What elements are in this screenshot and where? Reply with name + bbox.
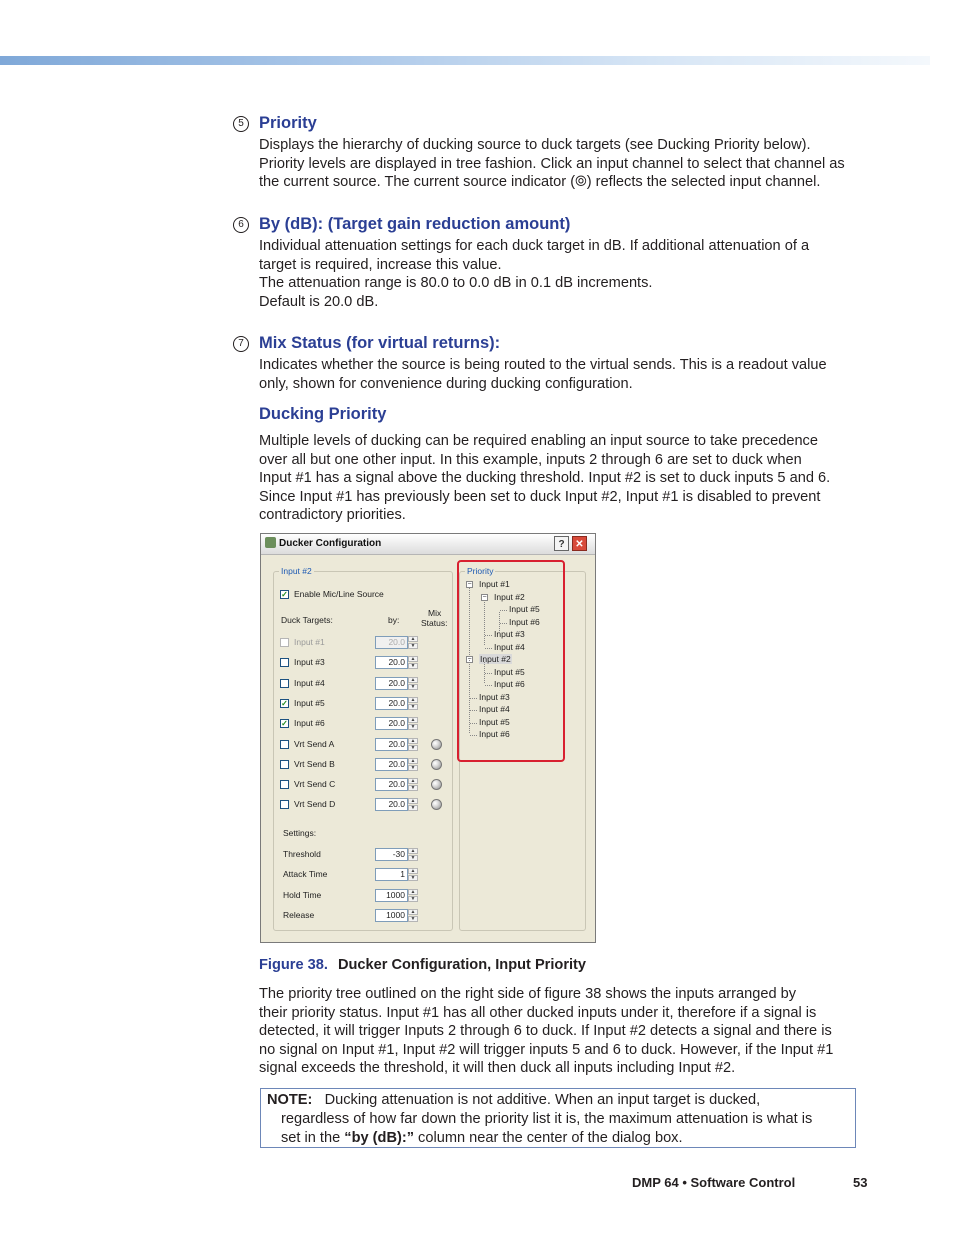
text-line: Displays the hierarchy of ducking source to duck targets (see Ducking Priority below). <box>259 137 811 153</box>
spin-up-icon[interactable]: ▲ <box>408 738 418 744</box>
spin-down-icon[interactable]: ▼ <box>408 785 418 791</box>
text-line: Since Input #1 has previously been set to duck Input #2, Input #1 is disabled to prevent <box>259 488 821 505</box>
text-line: over all but one other input. In this example, inputs 2 through 6 are set to duck when <box>259 451 802 468</box>
spin-down-icon[interactable]: ▼ <box>408 765 418 771</box>
note-emphasis: “by (dB):” <box>344 1130 414 1146</box>
setting-spinner[interactable] <box>375 848 418 861</box>
spin-down-icon[interactable]: ▼ <box>408 704 418 710</box>
header-band <box>0 56 930 65</box>
text-line: The attenuation range is 80.0 to 0.0 dB in 0.1 dB increments. <box>259 275 653 292</box>
spin-down-icon[interactable]: ▼ <box>408 643 418 649</box>
callout-number-7: 7 <box>233 336 249 352</box>
spinner-value[interactable]: -30 <box>375 848 408 861</box>
duck-target-checkbox[interactable] <box>280 679 289 688</box>
duck-target-label: Vrt Send C <box>294 779 336 790</box>
text-line: their priority status. Input #1 has all other ducked inputs under it, therefore if a signal is <box>259 1004 817 1021</box>
duck-target-checkbox[interactable] <box>280 760 289 769</box>
spinner-value[interactable]: 20.0 <box>375 798 408 811</box>
status-label: Status: <box>421 618 448 628</box>
spin-up-icon[interactable]: ▲ <box>408 909 418 915</box>
spin-down-icon[interactable]: ▼ <box>408 916 418 922</box>
note-box <box>260 1088 856 1148</box>
text-line: Default is 20.0 dB. <box>259 293 379 310</box>
tree-item[interactable]: Input #3 <box>494 629 525 639</box>
spinner-value[interactable]: 1000 <box>375 889 408 902</box>
spin-up-icon[interactable]: ▲ <box>408 656 418 662</box>
text-line: no signal on Input #1, Input #2 will trigger inputs 5 and 6 to duck. However, if the Input #1 <box>259 1041 834 1058</box>
section-heading-by-db: By (dB): (Target gain reduction amount) <box>259 215 571 233</box>
collapse-icon[interactable]: − <box>482 593 487 601</box>
tree-item[interactable]: Input #2 <box>494 591 525 602</box>
dialog-title: Ducker Configuration <box>279 538 382 549</box>
attenuation-spinner[interactable] <box>375 798 418 811</box>
highlight-outline <box>457 560 565 762</box>
text-line: contradictory priorities. <box>259 507 406 524</box>
spin-down-icon[interactable]: ▼ <box>408 745 418 751</box>
spinner-value[interactable]: 20.0 <box>375 677 408 690</box>
duck-target-label: Input #4 <box>294 677 325 688</box>
tree-item[interactable]: Input #4 <box>494 641 525 652</box>
spin-up-icon[interactable]: ▲ <box>408 636 418 642</box>
spin-down-icon[interactable]: ▼ <box>408 875 418 881</box>
tree-item[interactable]: Input #6 <box>479 729 510 739</box>
dialog-titlebar <box>261 534 595 555</box>
text-line: Input #1 has a signal above the ducking threshold. Input #2 is set to duck inputs 5 and 6. <box>259 470 831 487</box>
enable-source-checkbox[interactable]: ✓ <box>281 590 288 599</box>
spinner-value[interactable]: 20.0 <box>375 778 408 791</box>
section-heading-priority: Priority <box>259 114 317 132</box>
attenuation-spinner[interactable] <box>375 697 418 710</box>
ducker-configuration-dialog <box>260 533 596 943</box>
tree-item[interactable]: Input #6 <box>494 679 525 689</box>
by-label: by: <box>388 615 400 625</box>
duck-target-label: Input #1 <box>294 637 325 647</box>
spinner-value[interactable]: 1 <box>375 868 408 881</box>
mix-status-led-icon <box>431 759 442 770</box>
attenuation-spinner[interactable] <box>375 656 418 669</box>
duck-target-label: Vrt Send D <box>294 799 336 810</box>
spinner-value[interactable]: 20.0 <box>375 738 408 751</box>
note-line-3 <box>267 1129 849 1148</box>
section-body-by-db <box>259 237 869 311</box>
spin-up-icon[interactable]: ▲ <box>408 848 418 854</box>
enable-source-label: Enable Mic/Line Source <box>294 589 384 599</box>
spin-up-icon[interactable]: ▲ <box>408 778 418 784</box>
duck-target-checkbox[interactable] <box>280 780 289 789</box>
spinner-value[interactable]: 1000 <box>375 909 408 922</box>
note-line-2: regardless of how far down the priority list it is, the maximum attenuation is what is <box>281 1111 813 1127</box>
app-icon <box>265 537 276 548</box>
tree-item[interactable]: Input #3 <box>479 691 510 702</box>
text-line: The priority tree outlined on the right side of figure 38 shows the inputs arranged by <box>259 986 797 1002</box>
priority-group-title: Priority <box>467 566 494 576</box>
mix-label: Mix <box>428 608 442 618</box>
close-button[interactable]: ✕ <box>572 536 587 551</box>
spin-up-icon[interactable]: ▲ <box>408 758 418 764</box>
spinner-value[interactable]: 20.0 <box>375 636 408 649</box>
section-body-priority <box>259 136 869 192</box>
text-line: Priority levels are displayed in tree fashion. Click an input channel to select that channel as <box>259 155 845 172</box>
text-line: signal exceeds the threshold, it will then duck all inputs including Input #2. <box>259 1060 736 1077</box>
callout-number-5: 5 <box>233 116 249 132</box>
spin-up-icon[interactable]: ▲ <box>408 798 418 804</box>
tree-item[interactable]: Input #5 <box>479 716 510 727</box>
attenuation-spinner[interactable] <box>375 717 418 730</box>
setting-label: Threshold <box>283 849 321 859</box>
duck-target-label: Input #5 <box>294 697 325 708</box>
subheading-ducking-priority: Ducking Priority <box>259 405 387 423</box>
duck-target-checkbox[interactable]: ✓ <box>281 698 288 708</box>
text-line: detected, it will trigger Inputs 2 through 6 to duck. If Input #2 detects a signal and there is <box>259 1023 832 1040</box>
duck-target-label: Vrt Send A <box>294 738 335 749</box>
tree-item[interactable]: Input #5 <box>494 666 525 677</box>
section-body-mix-status <box>259 356 869 393</box>
duck-target-checkbox[interactable] <box>280 740 289 749</box>
figure-caption <box>259 957 586 973</box>
duck-target-label: Input #3 <box>294 657 325 668</box>
figure-label: Figure 38. <box>259 957 328 973</box>
spin-down-icon[interactable]: ▼ <box>408 684 418 690</box>
spin-down-icon[interactable]: ▼ <box>408 805 418 811</box>
note-text: column near the center of the dialog box. <box>414 1130 683 1146</box>
tree-item[interactable]: Input #5 <box>509 604 540 614</box>
attenuation-spinner[interactable] <box>375 738 418 751</box>
spin-up-icon[interactable]: ▲ <box>408 868 418 874</box>
note-line-1: Ducking attenuation is not additive. When an input target is ducked, <box>324 1092 761 1108</box>
tree-item[interactable]: Input #1 <box>479 579 510 589</box>
duck-target-label: Input #6 <box>294 718 325 729</box>
ducking-priority-body <box>259 432 869 525</box>
attenuation-spinner[interactable] <box>375 758 418 771</box>
input-group-title: Input #2 <box>281 566 312 576</box>
duck-target-label: Vrt Send B <box>294 758 335 769</box>
spinner-value[interactable]: 20.0 <box>375 656 408 669</box>
spin-down-icon[interactable]: ▼ <box>408 855 418 861</box>
help-button[interactable]: ? <box>554 536 569 551</box>
footer-title: DMP 64 • Software Control <box>632 1175 796 1190</box>
spin-up-icon[interactable]: ▲ <box>408 697 418 703</box>
spin-down-icon[interactable]: ▼ <box>408 663 418 669</box>
text-line: Multiple levels of ducking can be required enabling an input source to take precedence <box>259 433 818 449</box>
text-line: target is required, increase this value. <box>259 256 502 273</box>
spin-up-icon[interactable]: ▲ <box>408 889 418 895</box>
setting-label: Attack Time <box>283 869 328 880</box>
figure-title: Ducker Configuration, Input Priority <box>337 957 587 973</box>
setting-spinner[interactable] <box>375 909 418 922</box>
duck-targets-label: Duck Targets: <box>281 615 333 625</box>
duck-target-checkbox[interactable]: ✓ <box>281 719 288 729</box>
page-number: 53 <box>853 1175 868 1190</box>
duck-target-checkbox[interactable] <box>280 658 289 667</box>
closing-paragraph <box>259 985 869 1078</box>
mix-status-led-icon <box>431 739 442 750</box>
section-heading-mix-status: Mix Status (for virtual returns): <box>259 334 501 352</box>
note-label: NOTE: <box>267 1092 313 1108</box>
text-line: Individual attenuation settings for each duck target in dB. If additional attenuation of a <box>259 238 810 254</box>
setting-label: Release <box>283 909 315 920</box>
tree-item[interactable]: Input #4 <box>479 704 510 714</box>
setting-spinner[interactable] <box>375 889 418 902</box>
spin-down-icon[interactable]: ▼ <box>408 724 418 730</box>
note-text: set in the <box>281 1130 345 1146</box>
callout-number-6: 6 <box>233 217 249 233</box>
attenuation-spinner[interactable] <box>375 636 418 649</box>
collapse-icon[interactable]: − <box>467 656 472 663</box>
settings-label: Settings: <box>283 828 317 838</box>
spinner-value[interactable]: 20.0 <box>375 697 408 710</box>
spinner-value[interactable]: 20.0 <box>375 717 408 730</box>
setting-spinner[interactable] <box>375 868 418 881</box>
attenuation-spinner[interactable] <box>375 778 418 791</box>
text-line: the current source. The current source indicator (⦾) reflects the selected input channel. <box>259 174 821 191</box>
text-line: only, shown for convenience during ducking configuration. <box>259 375 633 392</box>
spin-up-icon[interactable]: ▲ <box>408 677 418 683</box>
tree-item[interactable]: Input #6 <box>509 616 540 627</box>
spinner-value[interactable]: 20.0 <box>375 758 408 771</box>
text-line: Indicates whether the source is being routed to the virtual sends. This is a readout value <box>259 357 827 373</box>
collapse-icon[interactable]: − <box>467 581 472 588</box>
tree-item[interactable]: Input #2 <box>480 654 511 664</box>
duck-target-checkbox <box>280 638 289 647</box>
setting-label: Hold Time <box>283 889 322 900</box>
spin-up-icon[interactable]: ▲ <box>408 717 418 723</box>
spin-down-icon[interactable]: ▼ <box>408 896 418 902</box>
attenuation-spinner[interactable] <box>375 677 418 690</box>
duck-target-checkbox[interactable] <box>280 800 289 809</box>
